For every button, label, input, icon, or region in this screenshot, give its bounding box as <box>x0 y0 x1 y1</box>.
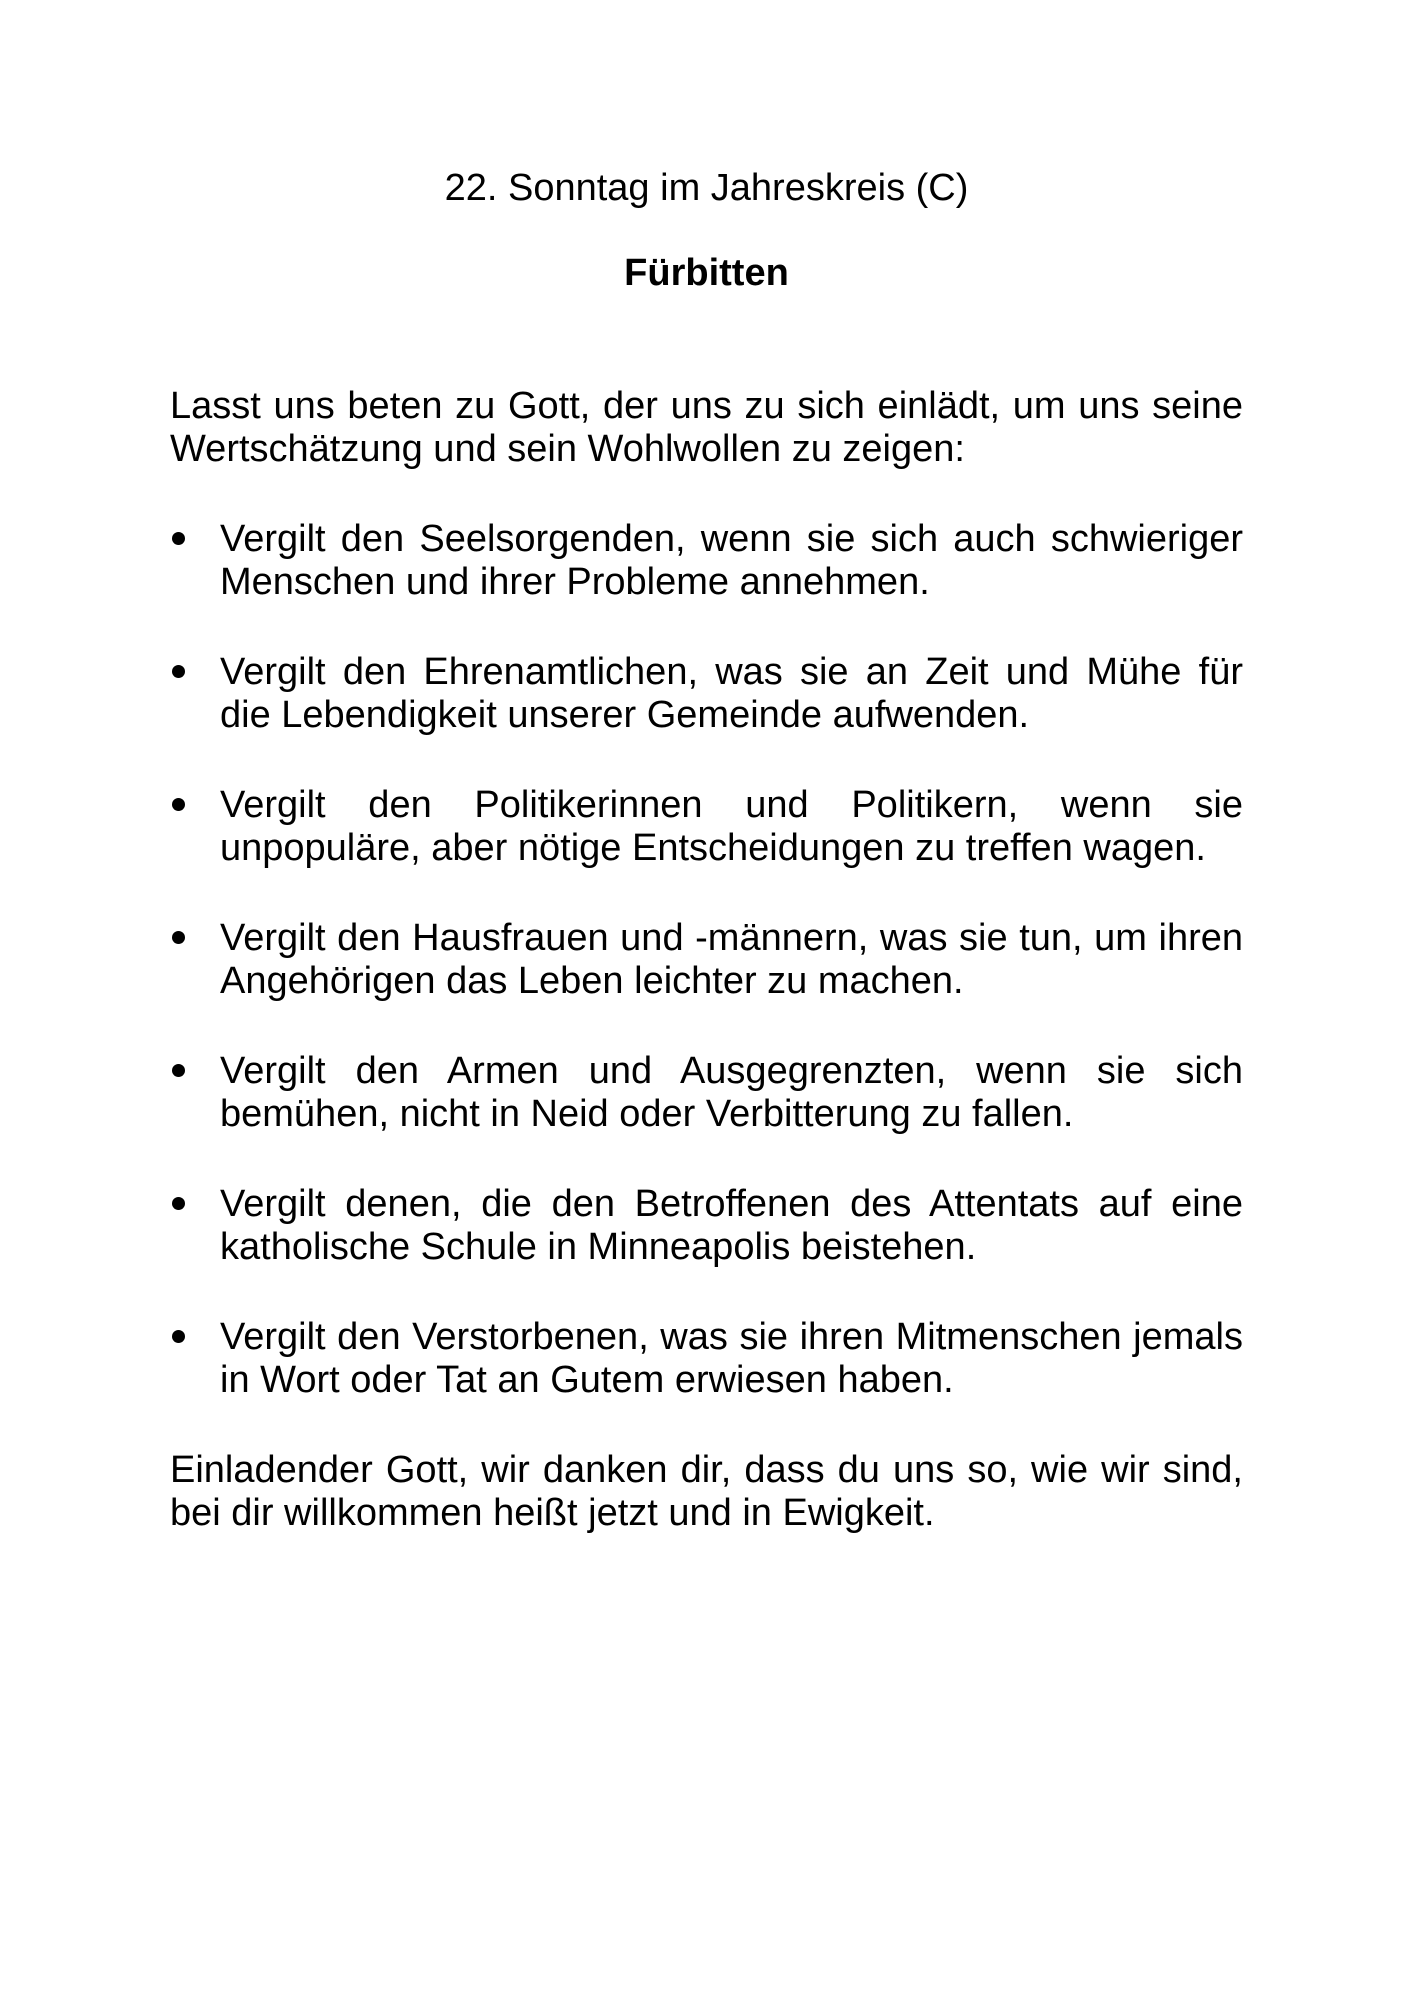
bullet-icon <box>172 532 185 545</box>
intercession-item <box>170 1316 1243 1402</box>
intro-paragraph: Lasst uns beten zu Gott, der uns zu sich einlädt, um uns seine Wertschätzung und sein Wohlwollen zu zeigen: <box>170 385 1243 470</box>
document-heading: Fürbitten <box>624 252 789 294</box>
bullet-icon <box>172 798 185 811</box>
intercession-item <box>170 518 1243 604</box>
intercession-text: Vergilt den Politikerinnen und Politikern, wenn sie unpopuläre, aber nötige Entscheidungen zu treffen wagen. <box>220 784 1243 869</box>
bullet-icon <box>172 1330 185 1343</box>
intercession-list <box>170 518 1243 1402</box>
intercession-text: Vergilt den Seelsorgenden, wenn sie sich auch schwieriger Menschen und ihrer Probleme annehmen. <box>220 518 1243 603</box>
intercession-item <box>170 1183 1243 1269</box>
intercession-item <box>170 784 1243 870</box>
bullet-icon <box>172 1197 185 1210</box>
bullet-icon <box>172 665 185 678</box>
intercession-text: Vergilt den Hausfrauen und -männern, was sie tun, um ihren Angehörigen das Leben leichter zu machen. <box>220 917 1243 1002</box>
intercession-text: Vergilt den Armen und Ausgegrenzten, wenn sie sich bemühen, nicht in Neid oder Verbitterung zu fallen. <box>220 1050 1243 1135</box>
intercession-text: Vergilt denen, die den Betroffenen des Attentats auf eine katholische Schule in Minneapolis beistehen. <box>220 1183 1243 1268</box>
intercession-item <box>170 917 1243 1003</box>
closing-paragraph: Einladender Gott, wir danken dir, dass du uns so, wie wir sind, bei dir willkommen heißt jetzt und in Ewigkeit. <box>170 1449 1243 1534</box>
page-title: 22. Sonntag im Jahreskreis (C) <box>444 167 969 209</box>
bullet-icon <box>172 931 185 944</box>
intercession-item <box>170 651 1243 737</box>
bullet-icon <box>172 1064 185 1077</box>
intercession-text: Vergilt den Verstorbenen, was sie ihren Mitmenschen jemals in Wort oder Tat an Gutem erwiesen haben. <box>220 1316 1243 1401</box>
intercession-text: Vergilt den Ehrenamtlichen, was sie an Zeit und Mühe für die Lebendigkeit unserer Gemeinde aufwenden. <box>220 651 1243 736</box>
intercession-item <box>170 1050 1243 1136</box>
